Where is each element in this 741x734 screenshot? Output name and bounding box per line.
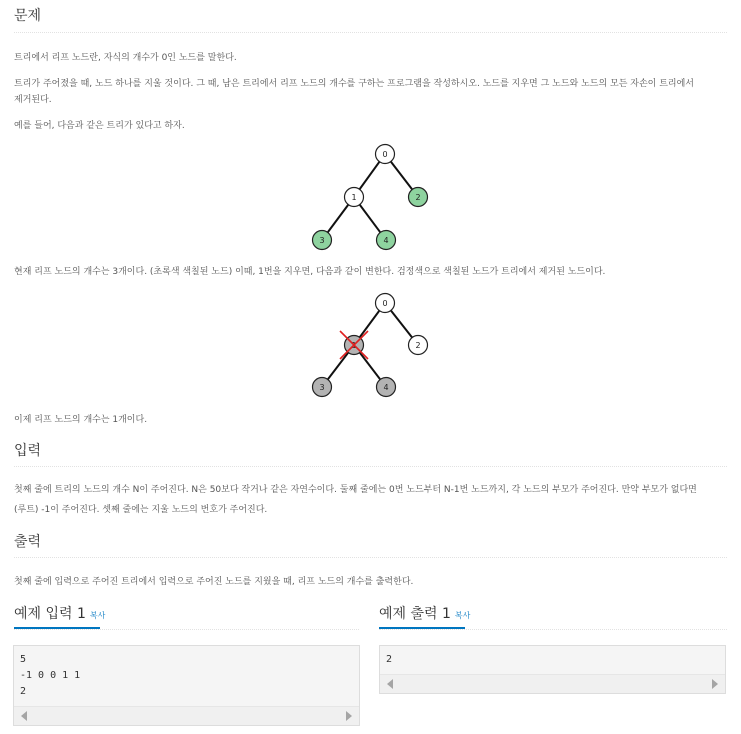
scroll-right-icon[interactable] — [712, 679, 718, 689]
problem-text-2b: 제거된다. — [14, 95, 52, 105]
sample-output-scrollbar[interactable] — [380, 674, 725, 693]
sample-input-scrollbar[interactable] — [14, 706, 359, 725]
output-text-1: 첫째 줄에 입력으로 주어진 트리에서 입력으로 주어진 노드를 지웠을 때, 리프 노드의 개수를 출력한다. — [14, 577, 414, 587]
sample-input-copy-button[interactable]: 복사 — [89, 611, 106, 620]
problem-text-2a: 트리가 주어졌을 때, 노드 하나를 지울 것이다. 그 때, 남은 트리에서 리프 노드의 개수를 구하는 프로그램을 작성하시오. 노드를 지우면 그 노드와 노드의 모든 자손이 트리에서 — [14, 79, 694, 89]
problem-text-5: 이제 리프 노드의 개수는 1개이다. — [14, 415, 148, 425]
tree2-label-3: 3 — [319, 383, 325, 392]
sample-input-title: 예제 입력 1 — [14, 606, 86, 622]
scroll-left-icon[interactable] — [21, 711, 27, 721]
sample-output-heading — [379, 605, 470, 625]
input-text-2: (루트) -1이 주어진다. 셋째 줄에는 지울 노드의 번호가 주어진다. — [14, 505, 268, 515]
sample-input-divider — [14, 629, 359, 630]
input-text-1: 첫째 줄에 트리의 노드의 개수 N이 주어진다. N은 50보다 작거나 같은 자연수이다. 둘째 줄에는 0번 노드부터 N-1번 노드까지, 각 노드의 부모가 주어진다. 만약 부모가 없다면 — [14, 485, 697, 495]
input-heading: 입력 — [14, 443, 42, 459]
problem-text-4: 현재 리프 노드의 개수는 3개이다. (초록색 색칠된 노드) 이때, 1번을 지우면, 다음과 같이 변한다. 검정색으로 색칠된 노드가 트리에서 제거된 노드이다. — [14, 267, 606, 277]
problem-text-3: 예를 들어, 다음과 같은 트리가 있다고 하자. — [14, 121, 185, 131]
problem-text-1: 트리에서 리프 노드란, 자식의 개수가 0인 노드를 말한다. — [14, 53, 237, 63]
output-divider — [14, 557, 727, 558]
tree1-label-4: 4 — [383, 236, 389, 245]
tree1-label-1: 1 — [351, 193, 357, 202]
sample-input-heading — [14, 605, 105, 625]
tree-diagram-original — [300, 140, 440, 256]
tree1-label-2: 2 — [415, 193, 421, 202]
tree2-label-0: 0 — [382, 299, 388, 308]
tree2-label-4: 4 — [383, 383, 389, 392]
sample-output-text: 2 — [386, 654, 393, 665]
tree-diagram-after-removal — [300, 290, 440, 404]
scroll-left-icon[interactable] — [387, 679, 393, 689]
problem-divider — [14, 32, 727, 33]
tree2-label-2: 2 — [415, 341, 421, 350]
sample-input-box[interactable] — [13, 645, 360, 726]
sample-output-title: 예제 출력 1 — [379, 606, 451, 622]
sample-output-divider — [379, 629, 727, 630]
scroll-right-icon[interactable] — [346, 711, 352, 721]
tree1-label-3: 3 — [319, 236, 325, 245]
tree1-label-0: 0 — [382, 150, 388, 159]
input-divider — [14, 466, 727, 467]
sample-output-box[interactable] — [379, 645, 726, 694]
sample-input-text: 5 -1 0 0 1 1 2 — [20, 654, 81, 697]
sample-output-copy-button[interactable]: 복사 — [454, 611, 471, 620]
output-heading: 출력 — [14, 534, 42, 550]
problem-heading: 문제 — [14, 8, 42, 24]
